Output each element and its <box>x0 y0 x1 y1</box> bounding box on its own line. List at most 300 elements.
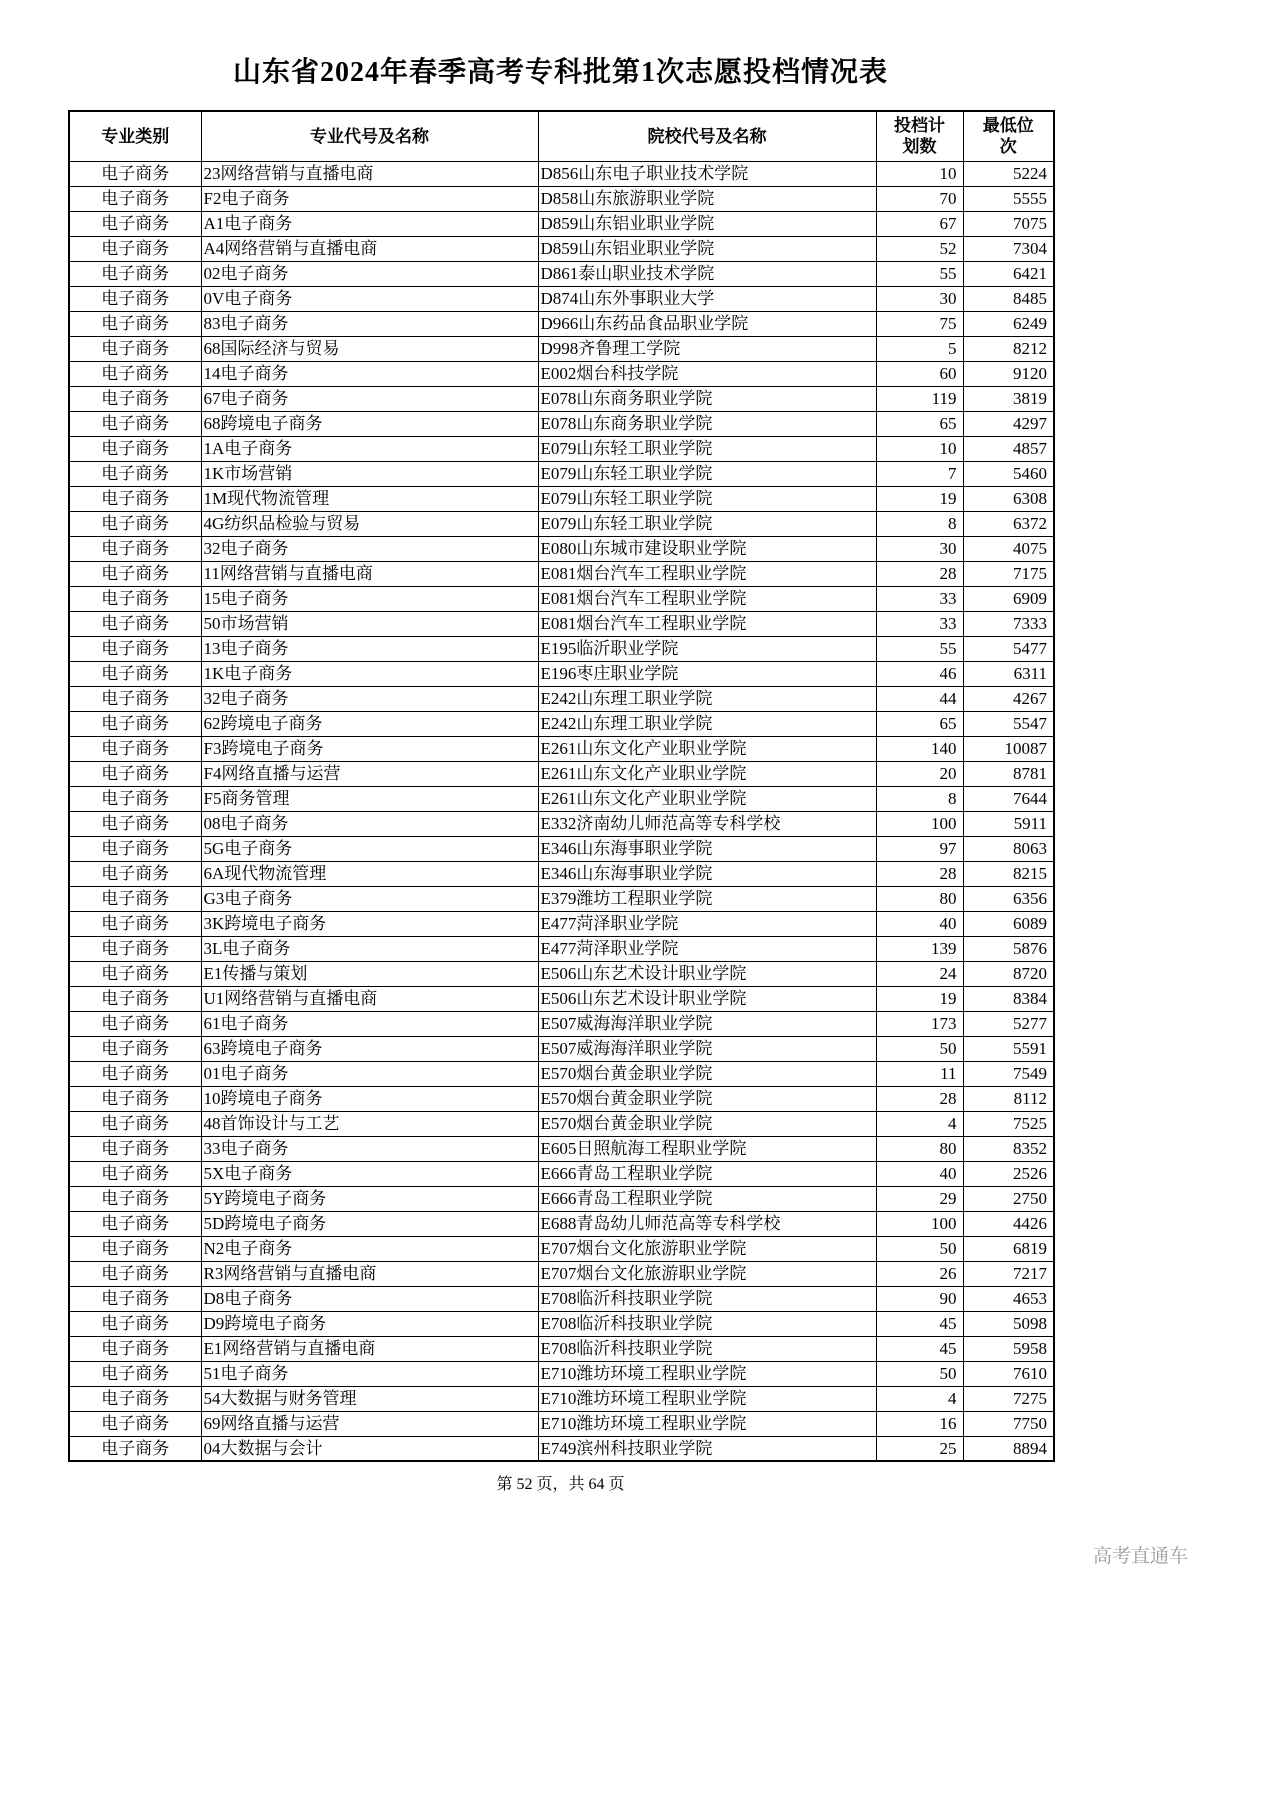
major-category: 电子商务 <box>69 1411 201 1436</box>
min-rank: 7750 <box>963 1411 1054 1436</box>
major-category: 电子商务 <box>69 1336 201 1361</box>
plan-count: 4 <box>876 1386 963 1411</box>
table-row <box>69 461 1054 486</box>
col-header-college-code-name: 院校代号及名称 <box>538 111 876 161</box>
major-code-name: 1K电子商务 <box>201 661 538 686</box>
min-rank: 7333 <box>963 611 1054 636</box>
college-code-name: E242山东理工职业学院 <box>538 711 876 736</box>
table-row <box>69 1036 1054 1061</box>
min-rank: 8894 <box>963 1436 1054 1461</box>
min-rank: 8112 <box>963 1086 1054 1111</box>
college-code-name: D966山东药品食品职业学院 <box>538 311 876 336</box>
major-code-name: 5Y跨境电子商务 <box>201 1186 538 1211</box>
min-rank: 6249 <box>963 311 1054 336</box>
major-category: 电子商务 <box>69 636 201 661</box>
document-page <box>68 0 1053 1494</box>
major-category: 电子商务 <box>69 536 201 561</box>
plan-count: 46 <box>876 661 963 686</box>
table-body <box>69 161 1054 1461</box>
min-rank: 5098 <box>963 1311 1054 1336</box>
min-rank: 8352 <box>963 1136 1054 1161</box>
page-title: 山东省2024年春季高考专科批第1次志愿投档情况表 <box>232 57 888 88</box>
college-code-name: E346山东海事职业学院 <box>538 861 876 886</box>
major-code-name: 3L电子商务 <box>201 936 538 961</box>
major-code-name: 32电子商务 <box>201 686 538 711</box>
college-code-name: E688青岛幼儿师范高等专科学校 <box>538 1211 876 1236</box>
major-category: 电子商务 <box>69 661 201 686</box>
min-rank: 6819 <box>963 1236 1054 1261</box>
major-code-name: 0V电子商务 <box>201 286 538 311</box>
table-row <box>69 1211 1054 1236</box>
plan-count: 4 <box>876 1111 963 1136</box>
table-row <box>69 961 1054 986</box>
min-rank: 3819 <box>963 386 1054 411</box>
college-code-name: E195临沂职业学院 <box>538 636 876 661</box>
college-code-name: E506山东艺术设计职业学院 <box>538 961 876 986</box>
plan-count: 50 <box>876 1236 963 1261</box>
major-category: 电子商务 <box>69 1036 201 1061</box>
major-category: 电子商务 <box>69 1311 201 1336</box>
college-code-name: E477菏泽职业学院 <box>538 911 876 936</box>
plan-count: 8 <box>876 511 963 536</box>
table-row <box>69 761 1054 786</box>
major-category: 电子商务 <box>69 786 201 811</box>
min-rank: 5547 <box>963 711 1054 736</box>
college-code-name: E708临沂科技职业学院 <box>538 1286 876 1311</box>
major-category: 电子商务 <box>69 961 201 986</box>
major-category: 电子商务 <box>69 1436 201 1461</box>
major-code-name: 32电子商务 <box>201 536 538 561</box>
major-code-name: 11网络营销与直播电商 <box>201 561 538 586</box>
major-code-name: 1M现代物流管理 <box>201 486 538 511</box>
college-code-name: E570烟台黄金职业学院 <box>538 1086 876 1111</box>
major-code-name: A1电子商务 <box>201 211 538 236</box>
major-code-name: 1A电子商务 <box>201 436 538 461</box>
major-code-name: 67电子商务 <box>201 386 538 411</box>
table-row <box>69 1111 1054 1136</box>
plan-count: 60 <box>876 361 963 386</box>
major-code-name: 02电子商务 <box>201 261 538 286</box>
plan-count: 25 <box>876 1436 963 1461</box>
college-code-name: E079山东轻工职业学院 <box>538 511 876 536</box>
college-code-name: E708临沂科技职业学院 <box>538 1336 876 1361</box>
min-rank: 5591 <box>963 1036 1054 1061</box>
min-rank: 5277 <box>963 1011 1054 1036</box>
major-code-name: 5G电子商务 <box>201 836 538 861</box>
college-code-name: D874山东外事职业大学 <box>538 286 876 311</box>
table-row <box>69 186 1054 211</box>
major-code-name: 5D跨境电子商务 <box>201 1211 538 1236</box>
plan-count: 67 <box>876 211 963 236</box>
college-code-name: E506山东艺术设计职业学院 <box>538 986 876 1011</box>
major-category: 电子商务 <box>69 286 201 311</box>
table-row <box>69 1411 1054 1436</box>
table-row <box>69 786 1054 811</box>
col-header-major-category: 专业类别 <box>69 111 201 161</box>
table-row <box>69 1136 1054 1161</box>
min-rank: 8384 <box>963 986 1054 1011</box>
table-row <box>69 1161 1054 1186</box>
major-code-name: F2电子商务 <box>201 186 538 211</box>
table-header-row <box>69 111 1054 161</box>
major-category: 电子商务 <box>69 761 201 786</box>
major-category: 电子商务 <box>69 486 201 511</box>
college-code-name: D858山东旅游职业学院 <box>538 186 876 211</box>
min-rank: 5224 <box>963 161 1054 186</box>
min-rank: 7075 <box>963 211 1054 236</box>
plan-count: 80 <box>876 1136 963 1161</box>
min-rank: 6909 <box>963 586 1054 611</box>
college-code-name: E710潍坊环境工程职业学院 <box>538 1411 876 1436</box>
major-category: 电子商务 <box>69 1086 201 1111</box>
college-code-name: E707烟台文化旅游职业学院 <box>538 1236 876 1261</box>
table-row <box>69 1436 1054 1461</box>
major-code-name: E1传播与策划 <box>201 961 538 986</box>
college-code-name: E570烟台黄金职业学院 <box>538 1061 876 1086</box>
table-row <box>69 1236 1054 1261</box>
college-code-name: E079山东轻工职业学院 <box>538 486 876 511</box>
major-code-name: F4网络直播与运营 <box>201 761 538 786</box>
college-code-name: E078山东商务职业学院 <box>538 411 876 436</box>
college-code-name: E261山东文化产业职业学院 <box>538 736 876 761</box>
college-code-name: E507威海海洋职业学院 <box>538 1036 876 1061</box>
min-rank: 7175 <box>963 561 1054 586</box>
college-code-name: E346山东海事职业学院 <box>538 836 876 861</box>
plan-count: 33 <box>876 586 963 611</box>
table-row <box>69 311 1054 336</box>
plan-count: 24 <box>876 961 963 986</box>
major-code-name: 54大数据与财务管理 <box>201 1386 538 1411</box>
min-rank: 7549 <box>963 1061 1054 1086</box>
major-category: 电子商务 <box>69 461 201 486</box>
table-row <box>69 336 1054 361</box>
min-rank: 4075 <box>963 536 1054 561</box>
min-rank: 4267 <box>963 686 1054 711</box>
plan-count: 100 <box>876 811 963 836</box>
major-code-name: 10跨境电子商务 <box>201 1086 538 1111</box>
major-category: 电子商务 <box>69 1386 201 1411</box>
table-row <box>69 986 1054 1011</box>
table-row <box>69 736 1054 761</box>
table-row <box>69 886 1054 911</box>
major-code-name: A4网络营销与直播电商 <box>201 236 538 261</box>
major-category: 电子商务 <box>69 861 201 886</box>
college-code-name: E078山东商务职业学院 <box>538 386 876 411</box>
major-category: 电子商务 <box>69 1061 201 1086</box>
college-code-name: E666青岛工程职业学院 <box>538 1161 876 1186</box>
major-category: 电子商务 <box>69 886 201 911</box>
major-code-name: 01电子商务 <box>201 1061 538 1086</box>
college-code-name: D998齐鲁理工学院 <box>538 336 876 361</box>
major-category: 电子商务 <box>69 936 201 961</box>
major-code-name: 68国际经济与贸易 <box>201 336 538 361</box>
college-code-name: E708临沂科技职业学院 <box>538 1311 876 1336</box>
major-code-name: 63跨境电子商务 <box>201 1036 538 1061</box>
major-category: 电子商务 <box>69 1261 201 1286</box>
min-rank: 10087 <box>963 736 1054 761</box>
table-row <box>69 1286 1054 1311</box>
plan-count: 45 <box>876 1311 963 1336</box>
plan-count: 30 <box>876 536 963 561</box>
min-rank: 5460 <box>963 461 1054 486</box>
major-code-name: 48首饰设计与工艺 <box>201 1111 538 1136</box>
table-row <box>69 561 1054 586</box>
table-row <box>69 711 1054 736</box>
college-code-name: E666青岛工程职业学院 <box>538 1186 876 1211</box>
table-row <box>69 861 1054 886</box>
major-category: 电子商务 <box>69 386 201 411</box>
major-category: 电子商务 <box>69 1211 201 1236</box>
college-code-name: E079山东轻工职业学院 <box>538 436 876 461</box>
college-code-name: D856山东电子职业技术学院 <box>538 161 876 186</box>
min-rank: 6089 <box>963 911 1054 936</box>
plan-count: 30 <box>876 286 963 311</box>
plan-count: 80 <box>876 886 963 911</box>
plan-count: 50 <box>876 1036 963 1061</box>
table-row <box>69 486 1054 511</box>
table-row <box>69 436 1054 461</box>
major-code-name: 1K市场营销 <box>201 461 538 486</box>
min-rank: 6311 <box>963 661 1054 686</box>
min-rank: 5958 <box>963 1336 1054 1361</box>
plan-count: 55 <box>876 261 963 286</box>
table-row <box>69 386 1054 411</box>
major-category: 电子商务 <box>69 1236 201 1261</box>
plan-count: 8 <box>876 786 963 811</box>
plan-count: 45 <box>876 1336 963 1361</box>
table-row <box>69 936 1054 961</box>
table-row <box>69 1361 1054 1386</box>
watermark: 高考直通车 <box>1092 1546 1188 1567</box>
major-category: 电子商务 <box>69 836 201 861</box>
table-row <box>69 361 1054 386</box>
college-code-name: E261山东文化产业职业学院 <box>538 786 876 811</box>
table-row <box>69 661 1054 686</box>
table-row <box>69 261 1054 286</box>
major-category: 电子商务 <box>69 711 201 736</box>
min-rank: 5876 <box>963 936 1054 961</box>
major-code-name: F5商务管理 <box>201 786 538 811</box>
college-code-name: E261山东文化产业职业学院 <box>538 761 876 786</box>
major-code-name: E1网络营销与直播电商 <box>201 1336 538 1361</box>
min-rank: 4426 <box>963 1211 1054 1236</box>
col-header-min-rank: 最低位次 <box>963 111 1054 161</box>
table-row <box>69 536 1054 561</box>
major-code-name: 33电子商务 <box>201 1136 538 1161</box>
major-code-name: N2电子商务 <box>201 1236 538 1261</box>
plan-count: 19 <box>876 986 963 1011</box>
plan-count: 10 <box>876 436 963 461</box>
table-row <box>69 1311 1054 1336</box>
min-rank: 6421 <box>963 261 1054 286</box>
plan-count: 19 <box>876 486 963 511</box>
min-rank: 8063 <box>963 836 1054 861</box>
college-code-name: D859山东铝业职业学院 <box>538 236 876 261</box>
plan-count: 139 <box>876 936 963 961</box>
min-rank: 8215 <box>963 861 1054 886</box>
table-row <box>69 686 1054 711</box>
major-category: 电子商务 <box>69 1361 201 1386</box>
college-code-name: E079山东轻工职业学院 <box>538 461 876 486</box>
major-category: 电子商务 <box>69 311 201 336</box>
table-row <box>69 836 1054 861</box>
min-rank: 6308 <box>963 486 1054 511</box>
major-code-name: 68跨境电子商务 <box>201 411 538 436</box>
plan-count: 10 <box>876 161 963 186</box>
major-code-name: F3跨境电子商务 <box>201 736 538 761</box>
plan-count: 33 <box>876 611 963 636</box>
table-row <box>69 811 1054 836</box>
major-code-name: 14电子商务 <box>201 361 538 386</box>
major-code-name: U1网络营销与直播电商 <box>201 986 538 1011</box>
major-code-name: 61电子商务 <box>201 1011 538 1036</box>
major-code-name: 69网络直播与运营 <box>201 1411 538 1436</box>
college-code-name: E749滨州科技职业学院 <box>538 1436 876 1461</box>
major-code-name: 5X电子商务 <box>201 1161 538 1186</box>
col-header-plan-count: 投档计划数 <box>876 111 963 161</box>
min-rank: 4297 <box>963 411 1054 436</box>
major-category: 电子商务 <box>69 736 201 761</box>
table-row <box>69 211 1054 236</box>
major-category: 电子商务 <box>69 1286 201 1311</box>
min-rank: 7610 <box>963 1361 1054 1386</box>
plan-count: 90 <box>876 1286 963 1311</box>
college-code-name: E242山东理工职业学院 <box>538 686 876 711</box>
min-rank: 6356 <box>963 886 1054 911</box>
major-code-name: 04大数据与会计 <box>201 1436 538 1461</box>
college-code-name: E379潍坊工程职业学院 <box>538 886 876 911</box>
min-rank: 2526 <box>963 1161 1054 1186</box>
plan-count: 173 <box>876 1011 963 1036</box>
min-rank: 8212 <box>963 336 1054 361</box>
min-rank: 4857 <box>963 436 1054 461</box>
plan-count: 29 <box>876 1186 963 1211</box>
plan-count: 50 <box>876 1361 963 1386</box>
major-category: 电子商务 <box>69 236 201 261</box>
min-rank: 8720 <box>963 961 1054 986</box>
plan-count: 75 <box>876 311 963 336</box>
plan-count: 97 <box>876 836 963 861</box>
major-category: 电子商务 <box>69 1011 201 1036</box>
college-code-name: E081烟台汽车工程职业学院 <box>538 561 876 586</box>
major-category: 电子商务 <box>69 161 201 186</box>
major-category: 电子商务 <box>69 186 201 211</box>
college-code-name: E477菏泽职业学院 <box>538 936 876 961</box>
major-category: 电子商务 <box>69 1186 201 1211</box>
college-code-name: E081烟台汽车工程职业学院 <box>538 586 876 611</box>
major-category: 电子商务 <box>69 511 201 536</box>
major-category: 电子商务 <box>69 611 201 636</box>
college-code-name: D859山东铝业职业学院 <box>538 211 876 236</box>
table-row <box>69 1186 1054 1211</box>
major-category: 电子商务 <box>69 436 201 461</box>
college-code-name: E080山东城市建设职业学院 <box>538 536 876 561</box>
college-code-name: E332济南幼儿师范高等专科学校 <box>538 811 876 836</box>
college-code-name: E707烟台文化旅游职业学院 <box>538 1261 876 1286</box>
major-code-name: 51电子商务 <box>201 1361 538 1386</box>
college-code-name: E002烟台科技学院 <box>538 361 876 386</box>
college-code-name: E710潍坊环境工程职业学院 <box>538 1361 876 1386</box>
plan-count: 40 <box>876 911 963 936</box>
major-code-name: 3K跨境电子商务 <box>201 911 538 936</box>
major-category: 电子商务 <box>69 911 201 936</box>
min-rank: 5911 <box>963 811 1054 836</box>
plan-count: 28 <box>876 861 963 886</box>
plan-count: 44 <box>876 686 963 711</box>
plan-count: 7 <box>876 461 963 486</box>
table-row <box>69 1061 1054 1086</box>
college-code-name: E710潍坊环境工程职业学院 <box>538 1386 876 1411</box>
table-row <box>69 161 1054 186</box>
plan-count: 100 <box>876 1211 963 1236</box>
table-row <box>69 1011 1054 1036</box>
admission-table <box>68 110 1055 1462</box>
major-code-name: 15电子商务 <box>201 586 538 611</box>
page-number: 第 52 页，共 64 页 <box>496 1476 625 1493</box>
major-code-name: R3网络营销与直播电商 <box>201 1261 538 1286</box>
college-code-name: E081烟台汽车工程职业学院 <box>538 611 876 636</box>
major-code-name: 08电子商务 <box>201 811 538 836</box>
table-row <box>69 1336 1054 1361</box>
plan-count: 11 <box>876 1061 963 1086</box>
table-row <box>69 1261 1054 1286</box>
plan-count: 40 <box>876 1161 963 1186</box>
plan-count: 55 <box>876 636 963 661</box>
major-category: 电子商务 <box>69 411 201 436</box>
major-category: 电子商务 <box>69 1111 201 1136</box>
college-code-name: E196枣庄职业学院 <box>538 661 876 686</box>
table-row <box>69 411 1054 436</box>
major-code-name: 62跨境电子商务 <box>201 711 538 736</box>
min-rank: 4653 <box>963 1286 1054 1311</box>
min-rank: 9120 <box>963 361 1054 386</box>
major-category: 电子商务 <box>69 361 201 386</box>
min-rank: 2750 <box>963 1186 1054 1211</box>
plan-count: 28 <box>876 561 963 586</box>
plan-count: 28 <box>876 1086 963 1111</box>
min-rank: 7304 <box>963 236 1054 261</box>
table-row <box>69 911 1054 936</box>
table-row <box>69 236 1054 261</box>
plan-count: 52 <box>876 236 963 261</box>
plan-count: 70 <box>876 186 963 211</box>
min-rank: 8485 <box>963 286 1054 311</box>
plan-count: 65 <box>876 711 963 736</box>
plan-count: 16 <box>876 1411 963 1436</box>
major-category: 电子商务 <box>69 1161 201 1186</box>
major-category: 电子商务 <box>69 586 201 611</box>
table-row <box>69 511 1054 536</box>
plan-count: 140 <box>876 736 963 761</box>
major-code-name: D8电子商务 <box>201 1286 538 1311</box>
plan-count: 20 <box>876 761 963 786</box>
table-row <box>69 586 1054 611</box>
major-code-name: D9跨境电子商务 <box>201 1311 538 1336</box>
min-rank: 7275 <box>963 1386 1054 1411</box>
plan-count: 5 <box>876 336 963 361</box>
min-rank: 6372 <box>963 511 1054 536</box>
min-rank: 8781 <box>963 761 1054 786</box>
college-code-name: E570烟台黄金职业学院 <box>538 1111 876 1136</box>
plan-count: 26 <box>876 1261 963 1286</box>
major-code-name: 50市场营销 <box>201 611 538 636</box>
college-code-name: E605日照航海工程职业学院 <box>538 1136 876 1161</box>
major-category: 电子商务 <box>69 986 201 1011</box>
table-row <box>69 611 1054 636</box>
min-rank: 7644 <box>963 786 1054 811</box>
major-category: 电子商务 <box>69 211 201 236</box>
major-code-name: G3电子商务 <box>201 886 538 911</box>
